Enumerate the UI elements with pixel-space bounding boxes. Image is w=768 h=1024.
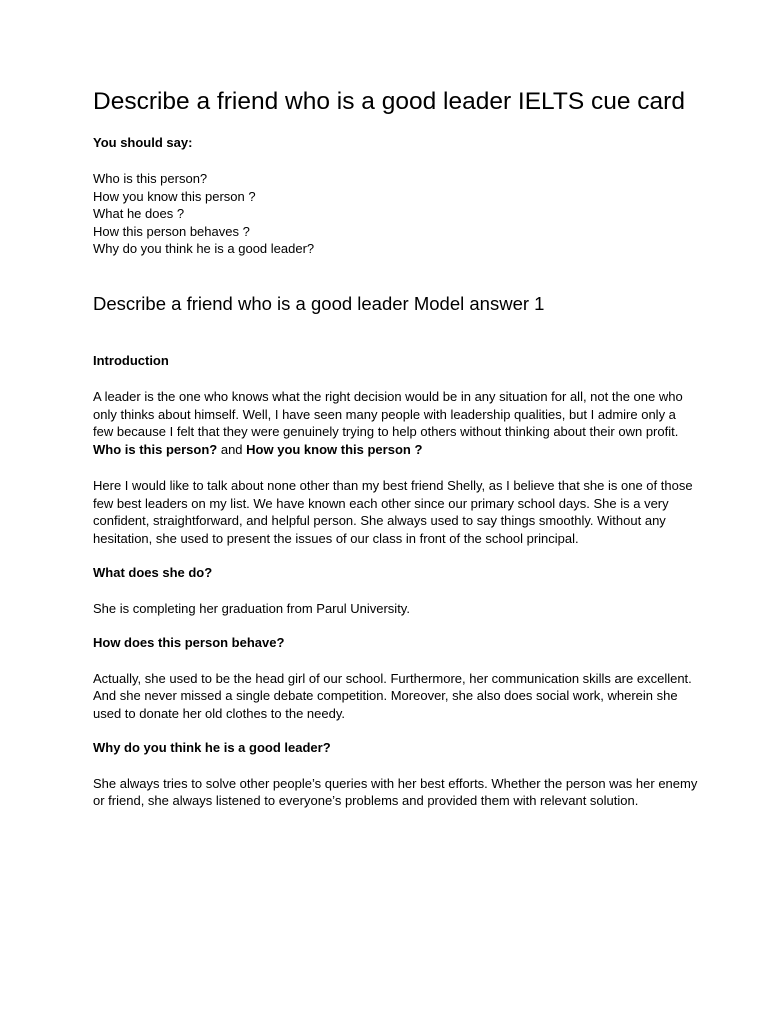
you-should-say-label: You should say: <box>93 135 193 150</box>
prompt-item: Who is this person? <box>93 171 208 186</box>
why-question-label: Why do you think he is a good leader? <box>93 739 331 755</box>
who-question-part1: Who is this person? <box>93 442 218 458</box>
what-paragraph: She is completing her graduation from Parul University. <box>93 600 410 616</box>
why-paragraph: She always tries to solve other people’s queries with her best efforts. Whether the person was her enemy or friend, she always listened to everyone’s problems and provided them with relevant solution. <box>93 775 698 809</box>
who-paragraph: Here I would like to talk about none other than my best friend Shelly, as I believe that she is one of those few best leaders on my list. We have known each other since our primary school days. She is a very confident, straightforward, and helpful person. She always used to say things smoothly. Without any hesitation, she used to present the issues of our class in front of the school principal. <box>93 478 693 547</box>
prompt-item: How you know this person ? <box>93 188 256 204</box>
prompt-item: What he does ? <box>93 206 185 222</box>
cue-card-prompts <box>93 170 698 258</box>
prompt-item: How this person behaves ? <box>93 223 250 239</box>
introduction-paragraph: A leader is the one who knows what the right decision would be in any situation for all, not the one who only thinks about himself. Well, I have seen many people with leadership qualities, but I admire only a few because I felt that they were genuinely trying to help others without thinking about their own profit. <box>93 388 683 440</box>
introduction-label: Introduction <box>93 352 169 368</box>
page-title: Describe a friend who is a good leader IELTS cue card <box>93 88 685 115</box>
what-question-label: What does she do? <box>93 564 213 580</box>
who-question-connector: and <box>217 442 247 458</box>
behave-question-label: How does this person behave? <box>93 634 285 650</box>
who-question-label <box>93 441 698 459</box>
prompt-item: Why do you think he is a good leader? <box>93 241 315 257</box>
who-question-part2: How you know this person ? <box>246 442 423 458</box>
behave-paragraph: Actually, she used to be the head girl of our school. Furthermore, her communication skills are excellent. And she never missed a single debate competition. Moreover, she also does social work, wherein she used to donate her old clothes to the needy. <box>93 670 692 721</box>
model-answer-heading: Describe a friend who is a good leader Model answer 1 <box>93 292 545 314</box>
